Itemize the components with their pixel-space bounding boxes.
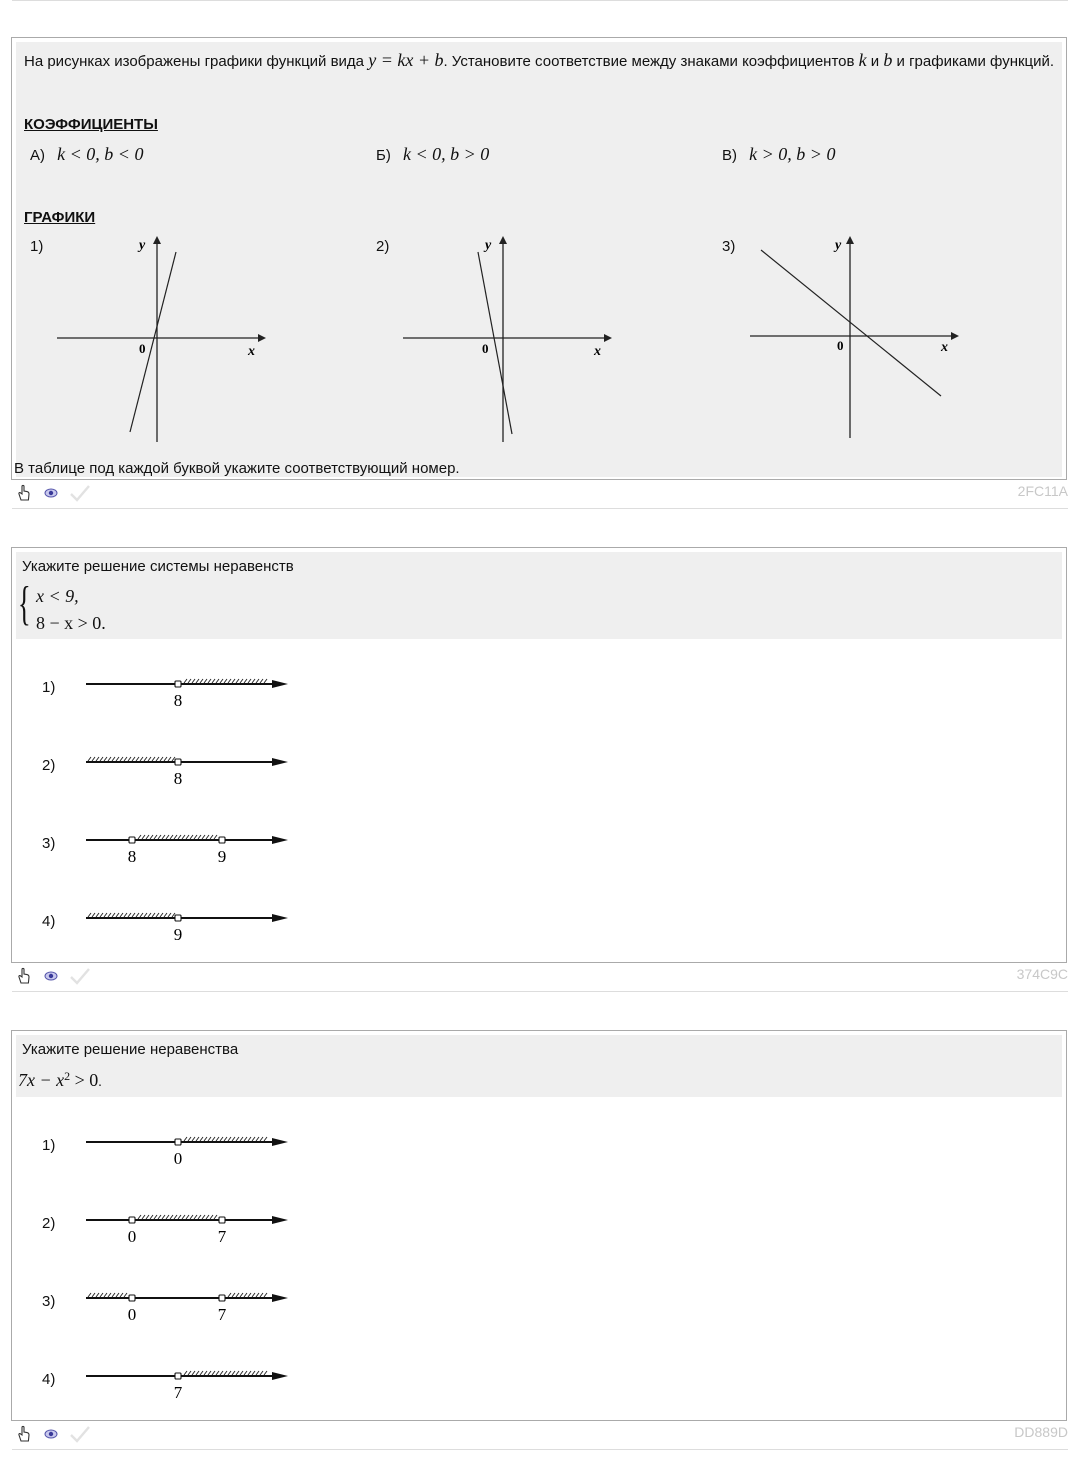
task-text: Укажите решение неравенства bbox=[22, 1041, 239, 1058]
system-line-1: x < 9, bbox=[36, 586, 79, 606]
answer-options bbox=[12, 643, 1066, 963]
point-label: 9 bbox=[173, 925, 183, 944]
point-label: 0 bbox=[127, 1227, 137, 1246]
origin-label: 0 bbox=[139, 341, 146, 356]
open-point bbox=[175, 1139, 181, 1145]
coef-label: Б) bbox=[376, 147, 391, 164]
open-point bbox=[175, 681, 181, 687]
point-label: 9 bbox=[217, 847, 227, 866]
option-number: 1) bbox=[42, 679, 56, 696]
shaded-region bbox=[88, 913, 175, 917]
eye-icon[interactable] bbox=[43, 1426, 59, 1442]
number-line bbox=[86, 749, 296, 789]
task-footer-3 bbox=[12, 1422, 1068, 1450]
footer-divider bbox=[12, 991, 1068, 992]
task-card-1 bbox=[11, 37, 1067, 480]
arrow-head bbox=[272, 836, 288, 844]
coef-expr: k > 0, b > 0 bbox=[749, 144, 836, 164]
open-point bbox=[175, 1373, 181, 1379]
shaded-region bbox=[88, 1293, 127, 1297]
task-stem bbox=[16, 42, 1062, 477]
number-line bbox=[86, 1363, 296, 1403]
number-line bbox=[86, 1129, 296, 1169]
shaded-region bbox=[184, 679, 267, 683]
task-code: 2FC11A bbox=[1017, 483, 1068, 499]
option-number: 3) bbox=[42, 835, 56, 852]
coef-label: В) bbox=[722, 147, 737, 164]
point-label: 7 bbox=[217, 1227, 227, 1246]
number-line bbox=[86, 827, 296, 867]
arrow-head bbox=[272, 680, 288, 688]
arrow-head bbox=[272, 1372, 288, 1380]
point-label: 8 bbox=[127, 847, 137, 866]
open-point bbox=[175, 759, 181, 765]
axis-x-label: x bbox=[594, 344, 601, 359]
coef-expr: k < 0, b > 0 bbox=[403, 144, 490, 164]
task-footer-2 bbox=[12, 964, 1068, 992]
shaded-region bbox=[88, 757, 175, 761]
check-icon[interactable] bbox=[69, 967, 91, 985]
shaded-region bbox=[184, 1371, 267, 1375]
task-text bbox=[22, 48, 1056, 74]
coef-expr: k < 0, b < 0 bbox=[57, 144, 144, 164]
number-line bbox=[86, 1285, 296, 1325]
option-number: 4) bbox=[42, 913, 56, 930]
open-point bbox=[175, 915, 181, 921]
task-stem bbox=[16, 1035, 1062, 1097]
task-code: 374C9C bbox=[1016, 966, 1068, 982]
answer-options bbox=[12, 1101, 1066, 1421]
origin-label: 0 bbox=[837, 338, 844, 353]
point-label: 0 bbox=[127, 1305, 137, 1324]
arrow-head bbox=[272, 758, 288, 766]
instruction-text: В таблице под каждой буквой укажите соответствующий номер. bbox=[14, 460, 460, 477]
arrow-head bbox=[272, 914, 288, 922]
task-text: Укажите решение системы неравенств bbox=[22, 558, 294, 575]
axis-x-label: x bbox=[248, 344, 255, 359]
eye-icon[interactable] bbox=[43, 968, 59, 984]
expr-exponent: 2 bbox=[64, 1069, 71, 1083]
intro-text: На рисунках изображены графики функций вида bbox=[24, 53, 369, 70]
hand-pointer-icon[interactable] bbox=[15, 484, 33, 502]
task-card-2 bbox=[11, 547, 1067, 963]
footer-icons bbox=[15, 1425, 91, 1443]
graph-2 bbox=[398, 232, 618, 442]
number-line bbox=[86, 671, 296, 711]
open-point bbox=[219, 837, 225, 843]
axis-y-label: y bbox=[835, 238, 842, 253]
open-point bbox=[129, 837, 135, 843]
check-icon[interactable] bbox=[69, 484, 91, 502]
coef-option-b bbox=[376, 144, 489, 165]
footer-divider bbox=[12, 1449, 1068, 1450]
point-label: 0 bbox=[173, 1149, 183, 1168]
point-label: 8 bbox=[173, 691, 183, 710]
shaded-region bbox=[228, 1293, 267, 1297]
shaded-region bbox=[184, 1137, 267, 1141]
number-line bbox=[86, 905, 296, 945]
var-b: b bbox=[883, 50, 893, 70]
graph-label-2: 2) bbox=[376, 238, 390, 255]
footer-divider bbox=[12, 508, 1068, 509]
option-number: 1) bbox=[42, 1137, 56, 1154]
inequality bbox=[18, 1069, 102, 1091]
graph-1 bbox=[52, 232, 272, 442]
open-point bbox=[129, 1295, 135, 1301]
system-brace: { bbox=[18, 577, 31, 630]
graph-label-1: 1) bbox=[30, 238, 44, 255]
option-number: 4) bbox=[42, 1371, 56, 1388]
graphs-heading: ГРАФИКИ bbox=[24, 209, 96, 226]
task-card-3 bbox=[11, 1030, 1067, 1421]
open-point bbox=[219, 1295, 225, 1301]
axis-x-label: x bbox=[941, 340, 948, 355]
footer-icons bbox=[15, 484, 91, 502]
check-icon[interactable] bbox=[69, 1425, 91, 1443]
coef-heading: КОЭФФИЦИЕНТЫ bbox=[24, 116, 158, 133]
origin-label: 0 bbox=[482, 341, 489, 356]
option-number: 2) bbox=[42, 757, 56, 774]
var-k: k bbox=[858, 50, 867, 70]
expr-part: 7x − x bbox=[18, 1070, 65, 1090]
top-divider bbox=[12, 0, 1068, 1]
point-label: 7 bbox=[173, 1383, 183, 1402]
coef-option-c bbox=[722, 144, 835, 165]
option-number: 2) bbox=[42, 1215, 56, 1232]
coef-label: А) bbox=[30, 147, 45, 164]
coef-option-a bbox=[30, 144, 143, 165]
hand-pointer-icon[interactable] bbox=[15, 967, 33, 985]
footer-icons bbox=[15, 967, 91, 985]
shaded-region bbox=[138, 1215, 217, 1219]
open-point bbox=[129, 1217, 135, 1223]
graph-3 bbox=[745, 232, 965, 442]
number-line bbox=[86, 1207, 296, 1247]
task-code: DD889D bbox=[1014, 1424, 1068, 1440]
expr-part: > 0 bbox=[70, 1070, 99, 1090]
point-label: 7 bbox=[217, 1305, 227, 1324]
axis-y-label: y bbox=[139, 238, 146, 253]
graph-label-3: 3) bbox=[722, 238, 736, 255]
arrow-head bbox=[272, 1138, 288, 1146]
shaded-region bbox=[138, 835, 217, 839]
open-point bbox=[219, 1217, 225, 1223]
intro-text-2: . Установите соответствие между знаками коэффициентов bbox=[443, 53, 859, 70]
option-number: 3) bbox=[42, 1293, 56, 1310]
and-text: и bbox=[866, 53, 884, 70]
intro-text-3: и графиками функций. bbox=[892, 53, 1055, 70]
axis-y-label: y bbox=[485, 238, 492, 253]
system-line-2: 8 − x > 0. bbox=[36, 613, 106, 633]
point-label: 8 bbox=[173, 769, 183, 788]
expr-period: . bbox=[98, 1075, 102, 1090]
hand-pointer-icon[interactable] bbox=[15, 1425, 33, 1443]
eye-icon[interactable] bbox=[43, 485, 59, 501]
task-footer-1 bbox=[12, 481, 1068, 509]
formula: y = kx + b bbox=[368, 50, 444, 70]
task-stem bbox=[16, 552, 1062, 639]
arrow-head bbox=[272, 1216, 288, 1224]
arrow-head bbox=[272, 1294, 288, 1302]
